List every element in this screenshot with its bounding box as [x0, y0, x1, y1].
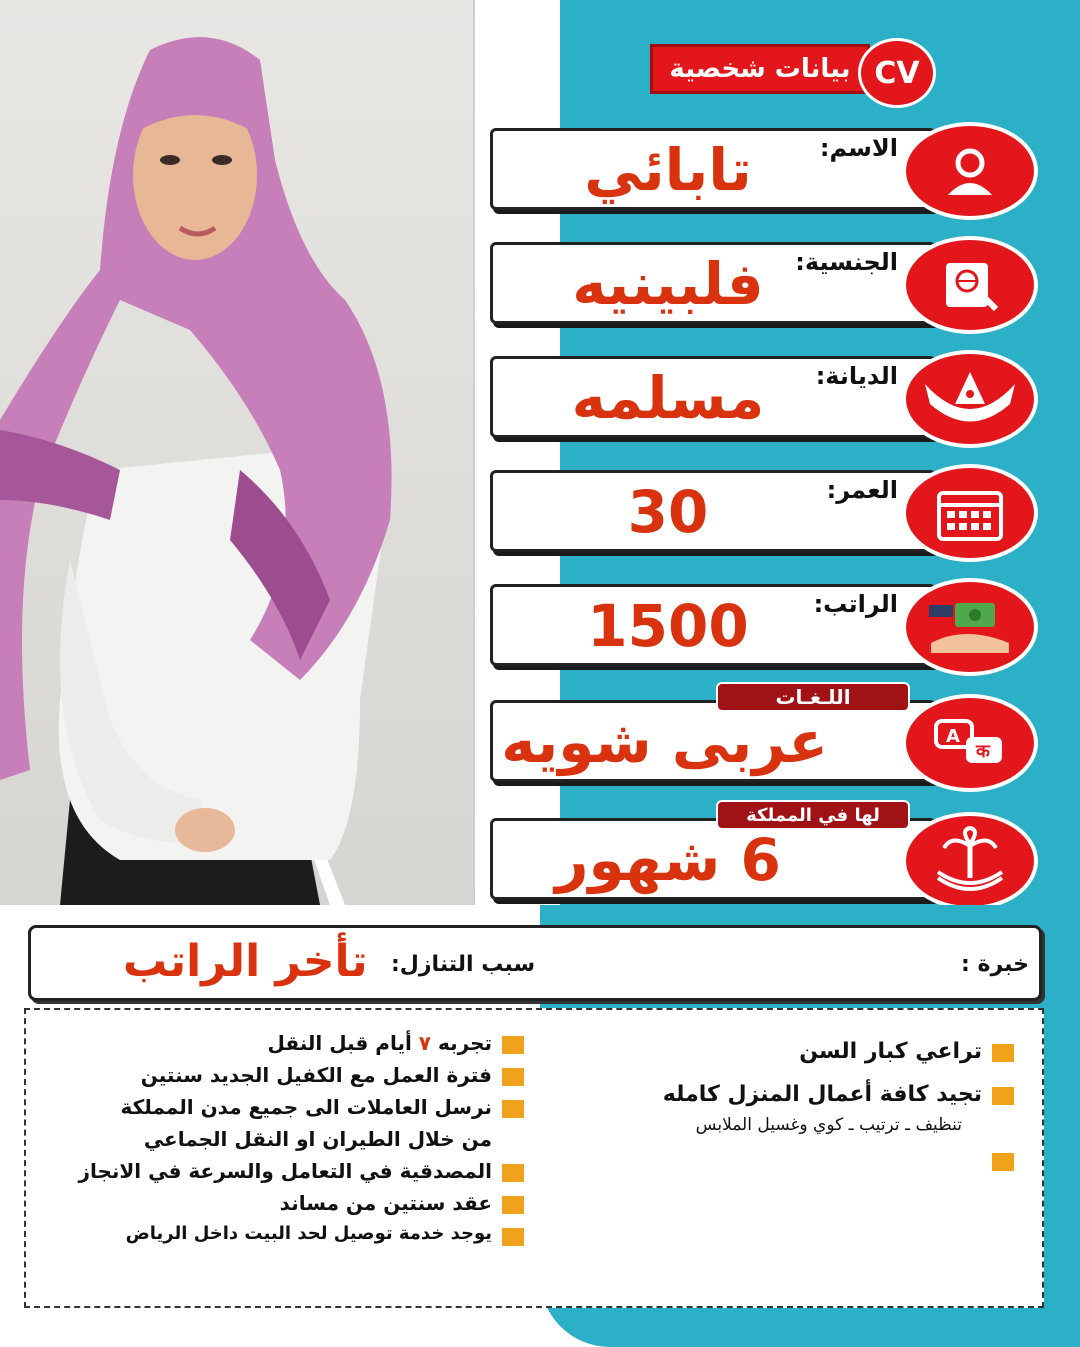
field-label: الاسم: — [819, 134, 898, 162]
list-item: تجيد كافة أعمال المنزل كامله — [616, 1081, 1016, 1110]
list-item: تراعي كبار السن — [616, 1038, 1016, 1067]
reason-box — [28, 925, 1042, 1001]
field-label: الجنسية: — [795, 248, 898, 276]
field-languages-row — [488, 685, 1048, 790]
field-value: عربى شويه — [501, 708, 828, 776]
field-age-row — [488, 464, 1048, 560]
field-label: الراتب: — [813, 590, 898, 618]
field-name-row — [488, 122, 1048, 218]
bullet-icon — [502, 1100, 524, 1118]
details-right-list — [616, 1038, 1016, 1175]
field-religion-row — [488, 350, 1048, 446]
cv-header — [650, 38, 940, 100]
religion-icon — [902, 350, 1038, 448]
field-label: الديانة: — [815, 362, 898, 390]
saudi-emblem-icon — [902, 812, 1038, 910]
bullet-icon — [502, 1228, 524, 1246]
header-title: بيانات شخصية — [650, 44, 870, 94]
translate-chat-icon — [902, 694, 1038, 792]
skills-subtext: تنظيف ـ ترتيب ـ كوي وغسيل الملابس — [695, 1115, 962, 1136]
field-value: 1500 — [587, 592, 749, 660]
bullet-icon — [502, 1036, 524, 1054]
reason-label: سبب التنازل: — [391, 952, 536, 977]
bullet-icon — [992, 1044, 1014, 1062]
list-item: نرسل العاملات الى جميع مدن المملكة — [46, 1094, 526, 1120]
svg-text:क: क — [976, 741, 990, 762]
candidate-photo — [0, 0, 475, 905]
field-value: فلبينيه — [572, 250, 764, 318]
field-salary-row — [488, 578, 1048, 674]
list-item: فترة العمل مع الكفيل الجديد سنتين — [46, 1062, 526, 1088]
bullet-icon — [992, 1087, 1014, 1105]
languages-tag: اللـغـات — [716, 682, 910, 712]
bullet-icon — [502, 1068, 524, 1086]
field-label: العمر: — [826, 476, 898, 504]
bullet-icon — [502, 1164, 524, 1182]
person-icon — [902, 122, 1038, 220]
money-hand-icon — [902, 578, 1038, 676]
list-item — [616, 1153, 1016, 1175]
list-item: يوجد خدمة توصيل لحد البيت داخل الرياض — [46, 1222, 526, 1245]
bullet-icon — [502, 1196, 524, 1214]
field-value: 30 — [627, 478, 709, 546]
cv-badge: CV — [858, 38, 936, 108]
reason-value: تأخر الراتب — [123, 936, 368, 987]
list-item: من خلال الطيران او النقل الجماعي — [143, 1127, 492, 1151]
field-kingdom-row — [488, 804, 1048, 908]
field-value: تابائي — [584, 136, 752, 204]
list-item: تجربه ٧ أيام قبل النقل — [46, 1030, 526, 1056]
in-kingdom-tag: لها في المملكة — [716, 800, 910, 830]
calendar-icon — [902, 464, 1038, 562]
svg-text:A: A — [946, 726, 960, 747]
field-nationality-row — [488, 236, 1048, 332]
details-box — [24, 1008, 1044, 1308]
field-value: 6 شهور — [555, 826, 781, 894]
field-value: مسلمه — [571, 364, 765, 432]
details-left-list — [46, 1030, 526, 1251]
experience-label: خبرة : — [961, 952, 1029, 977]
list-item: عقد سنتين من مساند — [46, 1190, 526, 1216]
bullet-icon — [992, 1153, 1014, 1171]
passport-icon — [902, 236, 1038, 334]
list-item: المصدقية في التعامل والسرعة في الانجاز — [46, 1158, 526, 1184]
